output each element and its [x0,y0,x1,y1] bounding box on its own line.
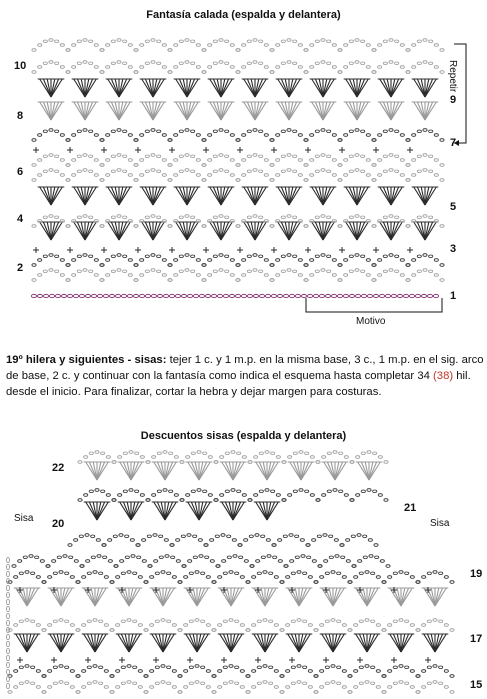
motif-label: Motivo [356,316,386,327]
instructions-text-1: tejer 1 c. y 1 m.p. en la misma base, 3 c., 1 m.p. en el sig. arco de base, 2 c. y continuar con la fantasía como indica el esquema hasta completar 34 [6,354,484,382]
row-number-9: 9 [450,94,457,106]
instructions-highlight: (38) [433,370,454,382]
row-number-17: 17 [470,633,483,645]
row-number-1: 1 [450,290,457,302]
motif-bracket [306,298,442,312]
left-sisa-label: Sisa [14,513,34,524]
repeat-label: Repetir [447,60,458,93]
row-number-7: 7 [450,137,457,149]
instructions-text-2: hil. desde el inicio. Para finalizar, cortar la hebra y dejar margen para costuras. [6,370,471,398]
row-number-21: 21 [404,502,417,514]
instructions-paragraph [6,352,484,400]
instructions-lead: 19º hilera y siguientes - sisas: [6,354,167,366]
right-sisa-label: Sisa [430,518,450,529]
row-number-6: 6 [17,166,24,178]
diagram2-title: Descuentos sisas (espalda y delantera) [140,430,347,442]
row-number-4: 4 [17,213,24,225]
row-number-15: 15 [470,679,483,691]
row-number-19: 19 [470,568,483,580]
row-number-2: 2 [17,262,24,274]
row-number-10: 10 [14,60,27,72]
row-number-5: 5 [450,201,457,213]
chart2-stitches [7,451,455,694]
row-number-20: 20 [52,518,65,530]
chart1-stitches [31,39,444,298]
row-number-8: 8 [17,110,24,122]
diagram1-title: Fantasía calada (espalda y delantera) [146,9,341,21]
row-number-22: 22 [52,462,65,474]
row-number-3: 3 [450,243,457,255]
